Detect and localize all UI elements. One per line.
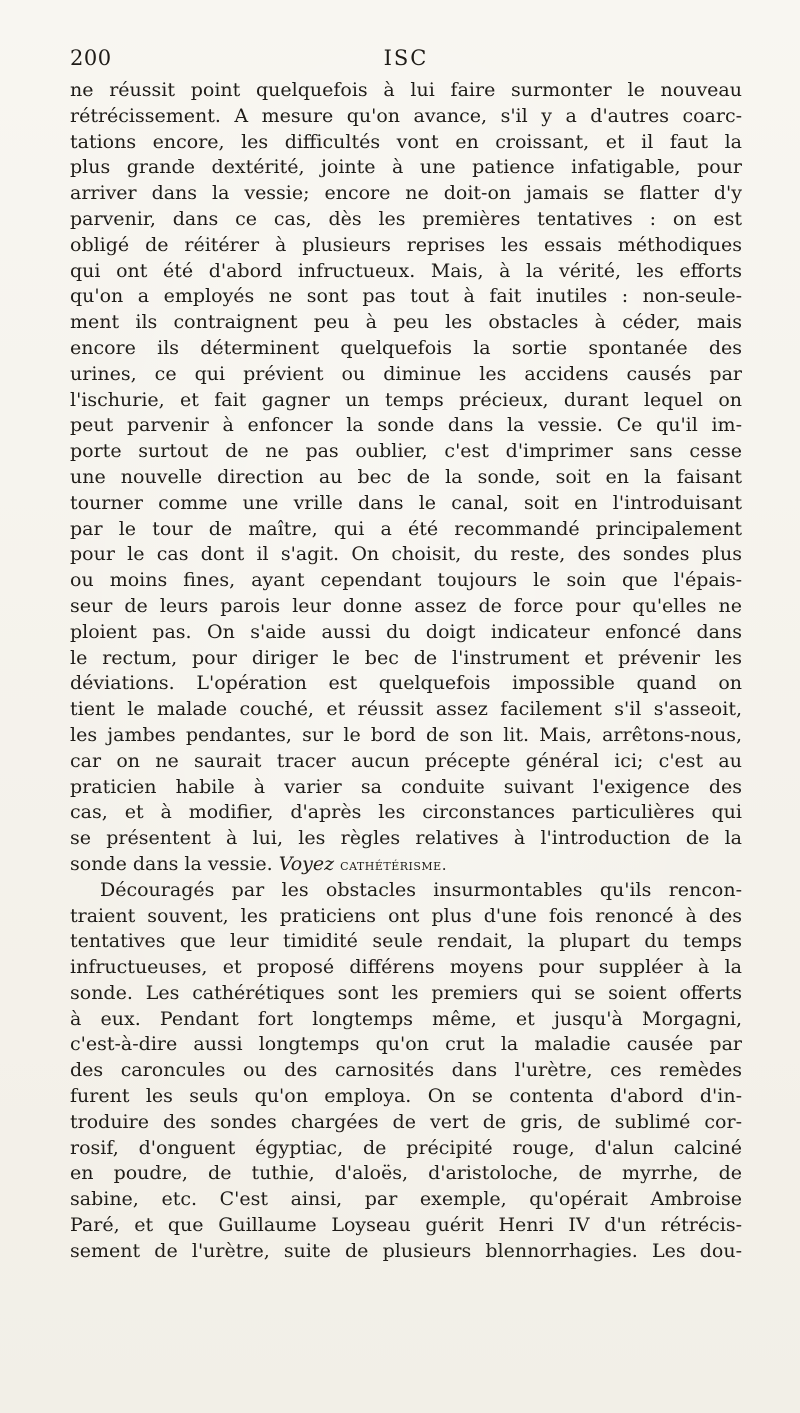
text-line: urines, ce qui prévient ou diminue les accidens causés par bbox=[70, 362, 742, 385]
text-line: ou moins fines, ayant cependant toujours le soin que l'épais- bbox=[70, 569, 742, 592]
text-line: sabine, etc. C'est ainsi, par exemple, qu'opérait Ambroise bbox=[70, 1188, 742, 1211]
text-line: cas, et à modifier, d'après les circonstances particulières qui bbox=[70, 801, 742, 824]
page-header bbox=[70, 46, 742, 76]
text-line: plus grande dextérité, jointe à une patience infatigable, pour bbox=[70, 156, 742, 179]
text-line: rétrécissement. A mesure qu'on avance, s'il y a d'autres coarc- bbox=[70, 104, 742, 127]
text-line: porte surtout de ne pas oublier, c'est d'imprimer sans cesse bbox=[70, 440, 742, 463]
text-line: en poudre, de tuthie, d'aloës, d'aristoloche, de myrrhe, de bbox=[70, 1162, 742, 1185]
text-line: praticien habile à varier sa conduite suivant l'exigence des bbox=[70, 775, 742, 798]
text-line: tations encore, les difficultés vont en croissant, et il faut la bbox=[70, 130, 742, 153]
text-line: troduire des sondes chargées de vert de gris, de sublimé cor- bbox=[70, 1110, 742, 1133]
text-line: qui ont été d'abord infructueux. Mais, à la vérité, les efforts bbox=[70, 259, 742, 282]
text-line: c'est-à-dire aussi longtemps qu'on crut la maladie causée par bbox=[70, 1033, 742, 1056]
page-number: 200 bbox=[70, 46, 112, 70]
text-line: se présentent à lui, les règles relatives à l'introduction de la bbox=[70, 827, 742, 850]
text-line: car on ne saurait tracer aucun précepte général ici; c'est au bbox=[70, 749, 742, 772]
text-line: tient le malade couché, et réussit assez facilement s'il s'asseoit, bbox=[70, 698, 742, 721]
text-line: tentatives que leur timidité seule rendait, la plupart du temps bbox=[70, 930, 742, 953]
text-line: rosif, d'onguent égyptiac, de précipité rouge, d'alun calciné bbox=[70, 1136, 742, 1159]
cross-reference: cathétérisme. bbox=[340, 855, 447, 874]
text-line: seur de leurs parois leur donne assez de force pour qu'elles ne bbox=[70, 594, 742, 617]
text-line: l'ischurie, et fait gagner un temps précieux, durant lequel on bbox=[70, 388, 742, 411]
text-line: peut parvenir à enfoncer la sonde dans la vessie. Ce qu'il im- bbox=[70, 414, 742, 437]
text-line: obligé de réitérer à plusieurs reprises les essais méthodiques bbox=[70, 233, 742, 256]
text-line: Découragés par les obstacles insurmontables qu'ils rencon- bbox=[100, 878, 742, 901]
text-line: qu'on a employés ne sont pas tout à fait inutiles : non-seule- bbox=[70, 285, 742, 308]
text-line: le rectum, pour diriger le bec de l'instrument et prévenir les bbox=[70, 646, 742, 669]
running-head: ISC bbox=[383, 46, 429, 70]
text-line: ploient pas. On s'aide aussi du doigt indicateur enfoncé dans bbox=[70, 620, 742, 643]
page-body bbox=[70, 78, 742, 1378]
text-line: Paré, et que Guillaume Loyseau guérit Henri IV d'un rétrécis- bbox=[70, 1214, 742, 1237]
text-line: ne réussit point quelquefois à lui faire surmonter le nouveau bbox=[70, 79, 742, 101]
text-line: traient souvent, les praticiens ont plus d'une fois renoncé à des bbox=[70, 904, 742, 927]
text-line: une nouvelle direction au bec de la sonde, soit en la faisant bbox=[70, 465, 742, 488]
text-line: à eux. Pendant fort longtemps même, et jusqu'à Morgagni, bbox=[70, 1007, 742, 1030]
paragraph-2 bbox=[70, 878, 742, 1265]
text-line: encore ils déterminent quelquefois la sortie spontanée des bbox=[70, 336, 742, 359]
text-line: par le tour de maître, qui a été recommandé principalement bbox=[70, 517, 742, 540]
text-line: des caroncules ou des carnosités dans l'urètre, ces remèdes bbox=[70, 1059, 742, 1082]
text-line: les jambes pendantes, sur le bord de son lit. Mais, arrêtons-nous, bbox=[70, 723, 742, 746]
text-line: sement de l'urètre, suite de plusieurs blennorrhagies. Les dou- bbox=[70, 1239, 742, 1262]
paragraph-1-last-line bbox=[70, 852, 742, 878]
text-line: sonde. Les cathérétiques sont les premiers qui se soient offerts bbox=[70, 981, 742, 1004]
text-line: déviations. L'opération est quelquefois impossible quand on bbox=[70, 672, 742, 695]
text-line: tourner comme une vrille dans le canal, soit en l'introduisant bbox=[70, 491, 742, 514]
text-line: ment ils contraignent peu à peu les obstacles à céder, mais bbox=[70, 311, 742, 334]
text-line: pour le cas dont il s'agit. On choisit, du reste, des sondes plus bbox=[70, 543, 742, 566]
text-line: parvenir, dans ce cas, dès les premières tentatives : on est bbox=[70, 207, 742, 230]
paragraph-1 bbox=[70, 78, 742, 852]
text-fragment: sonde dans la vessie. bbox=[70, 852, 279, 875]
text-line: arriver dans la vessie; encore ne doit-on jamais se flatter d'y bbox=[70, 182, 742, 205]
voyez-label: Voyez bbox=[278, 852, 335, 875]
text-line: furent les seuls qu'on employa. On se contenta d'abord d'in- bbox=[70, 1085, 742, 1108]
text-line: infructueuses, et proposé différens moyens pour suppléer à la bbox=[70, 956, 742, 979]
